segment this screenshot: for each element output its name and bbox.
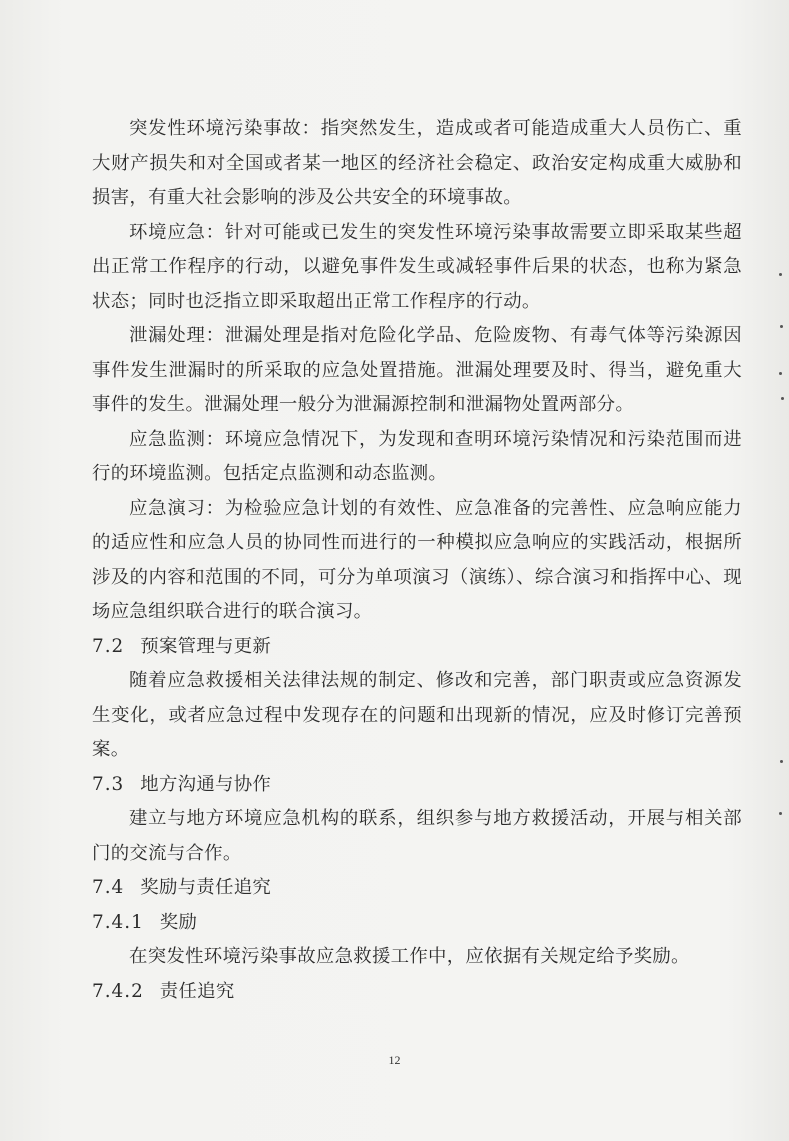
section-number: 7.4.2 (92, 980, 144, 1002)
section-number: 7.2 (92, 635, 125, 657)
section-title: 责任追究 (159, 980, 235, 1002)
section-number: 7.4 (92, 877, 125, 898)
paragraph-reward: 在突发性环境污染事故应急救援工作中，应依据有关规定给予奖励。 (129, 946, 690, 967)
section-heading-7-4 (92, 871, 742, 906)
section-number: 7.4.1 (92, 911, 144, 933)
paragraph-sudden-pollution-definition: 突发性环境污染事故：指突然发生，造成或者可能造成重大人员伤亡、重大财产损失和对全国或者某一地区的经济社会稳定、政治安定构成重大威胁和损害，有重大社会影响的涉及公共安全的环境事故。 (92, 118, 742, 208)
paragraph-emergency-drill-definition: 应急演习：为检验应急计划的有效性、应急准备的完善性、应急响应能力的适应性和应急人员的协同性而进行的一种模拟应急响应的实践活动，根据所涉及的内容和范围的不同，可分为单项演习（演练）、综合演习和指挥中心、现场应急组织联合进行的联合演习。 (92, 497, 742, 622)
section-heading-7-4-1 (92, 906, 742, 941)
section-number: 7.3 (92, 773, 125, 795)
section-heading-7-4-2 (92, 975, 742, 1010)
section-title: 奖励 (159, 911, 198, 933)
section-heading-7-2 (92, 630, 742, 665)
scan-speck (779, 273, 782, 276)
scan-speck (780, 760, 783, 763)
section-title: 地方沟通与协作 (140, 773, 272, 795)
scan-speck (779, 812, 782, 815)
scan-speck (781, 397, 784, 400)
section-title: 预案管理与更新 (140, 635, 272, 657)
paragraph-environmental-emergency-definition: 环境应急：针对可能或已发生的突发性环境污染事故需要立即采取某些超出正常工作程序的行动，以避免事件发生或减轻事件后果的状态，也称为紧急状态；同时也泛指立即采取超出正常工作程序的行动。 (92, 221, 742, 312)
section-heading-7-3 (92, 768, 742, 803)
page-number: 12 (388, 1053, 401, 1067)
paragraph-emergency-monitoring-definition: 应急监测：环境应急情况下，为发现和查明环境污染情况和污染范围而进行的环境监测。包括定点监测和动态监测。 (92, 428, 742, 484)
document-body (92, 112, 742, 1009)
paragraph-local-coordination: 建立与地方环境应急机构的联系，组织参与地方救援活动，开展与相关部门的交流与合作。 (92, 808, 742, 864)
paragraph-leak-handling-definition: 泄漏处理：泄漏处理是指对危险化学品、危险废物、有毒气体等污染源因事件发生泄漏时的所采取的应急处置措施。泄漏处理要及时、得当，避免重大事件的发生。泄漏处理一般分为泄漏源控制和泄漏物处置两部分。 (92, 325, 742, 415)
paragraph-plan-management: 随着应急救援相关法律法规的制定、修改和完善，部门职责或应急资源发生变化，或者应急过程中发现存在的问题和出现新的情况，应及时修订完善预案。 (92, 670, 742, 760)
scan-speck (780, 325, 783, 328)
section-title: 奖励与责任追究 (140, 877, 272, 898)
scan-speck (779, 372, 782, 375)
